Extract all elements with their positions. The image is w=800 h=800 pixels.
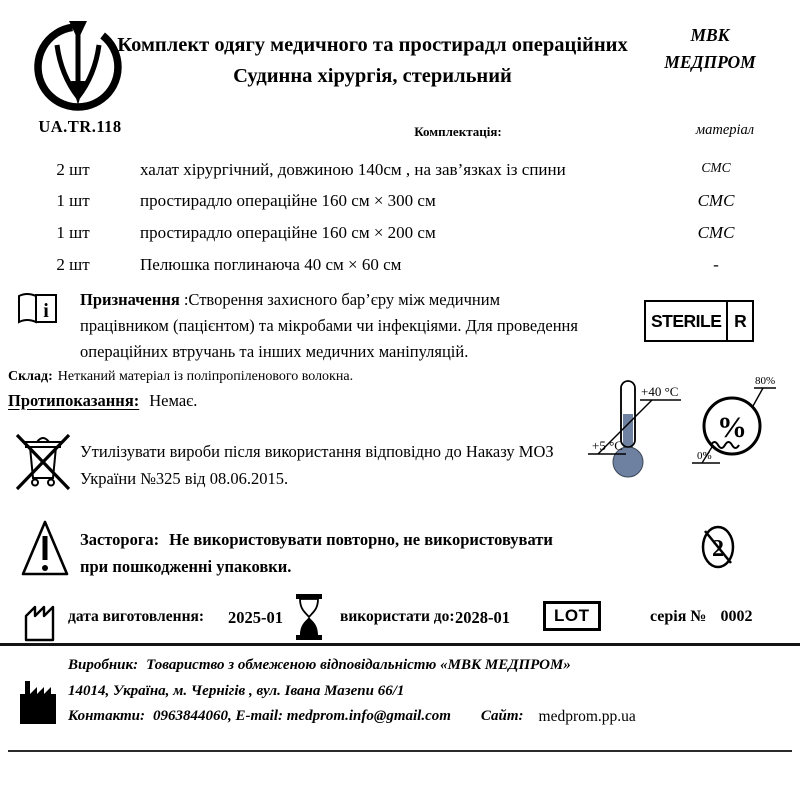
kit-qty: 1 шт (56, 223, 90, 242)
mfg-date-value: 2025-01 (228, 608, 283, 627)
sterile-r-symbol (644, 300, 754, 342)
composition-label: Склад: (8, 369, 53, 384)
warning-triangle-icon (20, 518, 70, 583)
kit-material: СМС (697, 223, 735, 242)
manufacturer-address: 14014, Україна, м. Чернігів , вул. Івана Мазепи 66/1 (68, 683, 405, 699)
caution-body: Не використовувати повторно, не використовувати при пошкодженні упаковки. (80, 530, 553, 576)
kit-row (0, 223, 800, 251)
purpose-label: Призначення (80, 290, 180, 309)
ua-conformity-icon (32, 13, 124, 122)
caution-text (80, 526, 572, 580)
kit-material: СМС (697, 191, 735, 210)
composition-text: Нетканий матеріал із поліпропіленового волокна. (57, 369, 354, 384)
brand-line2: МЕДПРОМ (664, 52, 756, 72)
purpose-text (80, 287, 588, 365)
title-line2: Судинна хірургія, стерильний (233, 65, 512, 87)
contraindications-text: Немає. (149, 391, 198, 410)
crossed-bin-icon (14, 426, 72, 497)
kit-material: - (713, 255, 719, 274)
temp-min-label: +5 °C (592, 438, 623, 453)
kit-section-label: Комплектація: (414, 124, 502, 139)
kit-qty: 1 шт (56, 191, 90, 210)
mfg-date-label: дата виготовлення: (68, 608, 205, 625)
disposal-text: Утилізувати вироби після використання відповідно до Наказу МОЗ України №325 від 08.06.2015. (80, 442, 554, 488)
sterile-method: R (734, 310, 747, 331)
kit-row (0, 255, 800, 283)
temp-max-label: +40 °C (641, 384, 679, 399)
manufacturer-icon (18, 676, 58, 731)
expiry-value: 2028-01 (455, 608, 510, 627)
caution-label: Засторога: (80, 530, 160, 549)
divider-line (0, 643, 800, 646)
page-title (115, 30, 630, 92)
humidity-limit-icon (692, 366, 777, 483)
material-column-label: матеріал (695, 122, 755, 138)
manufacturer-name-line (68, 657, 571, 674)
site-value: medprom.pp.ua (538, 708, 636, 725)
kit-qty: 2 шт (56, 255, 90, 274)
series-number: 0002 (720, 608, 753, 625)
humidity-max-label: 80% (755, 375, 776, 387)
humidity-percent-glyph: % (717, 411, 747, 444)
manufacturer-contacts-line (68, 708, 636, 726)
brand-line1: МВК (690, 25, 730, 45)
manufacturer-label: Виробник: (68, 657, 139, 673)
do-not-reuse-icon (698, 522, 738, 577)
site-label: Сайт: (480, 708, 524, 724)
purpose-body: :Створення захисного бар’єру між медичним працівником (пацієнтом) та мікробами чи інфекціями. Для проведення операційних втручань та інших медичних маніпуляцій. (80, 290, 578, 361)
book-info-glyph: i (43, 300, 49, 322)
contraindications-label: Протипоказання: (8, 391, 140, 410)
brand-block (648, 22, 772, 76)
contacts-text: 0963844060, E-mail: medprom.info@gmail.com (153, 708, 451, 724)
site-line (481, 708, 636, 726)
series-line (650, 608, 752, 626)
sterile-word: STERILE (646, 302, 728, 340)
contacts-label: Контакти: (68, 708, 146, 724)
conformity-code: UA.TR.118 (38, 117, 122, 136)
lot-symbol: LOT (543, 601, 601, 631)
kit-desc: простирадло операційне 160 см × 300 см (140, 191, 436, 210)
kit-material: СМС (701, 160, 731, 175)
composition-line (8, 369, 353, 385)
contraindications-line (8, 391, 197, 411)
kit-qty: 2 шт (56, 160, 90, 179)
title-line1: Комплект одягу медичного та простирадл операційних (117, 34, 628, 56)
expiry-label: використати до: (340, 608, 455, 625)
temperature-limit-icon (588, 376, 683, 493)
manufacturer-name: Товариство з обмеженою відповідальністю «МВК МЕДПРОМ» (146, 657, 571, 673)
series-label: серія № (650, 608, 707, 625)
humidity-min-label: 0% (697, 450, 712, 462)
kit-desc: Пелюшка поглинаюча 40 см × 60 см (140, 255, 402, 274)
consult-instructions-icon (16, 290, 60, 333)
kit-desc: простирадло операційне 160 см × 200 см (140, 223, 436, 242)
kit-row (0, 160, 800, 188)
bottom-line (8, 750, 792, 752)
do-not-reuse-glyph: 2 (712, 536, 724, 562)
manufacture-date-icon (24, 596, 58, 647)
kit-desc: халат хірургічний, довжиною 140см , на зав’язках із спини (140, 160, 566, 179)
hourglass-icon (294, 592, 324, 647)
kit-row (0, 191, 800, 219)
